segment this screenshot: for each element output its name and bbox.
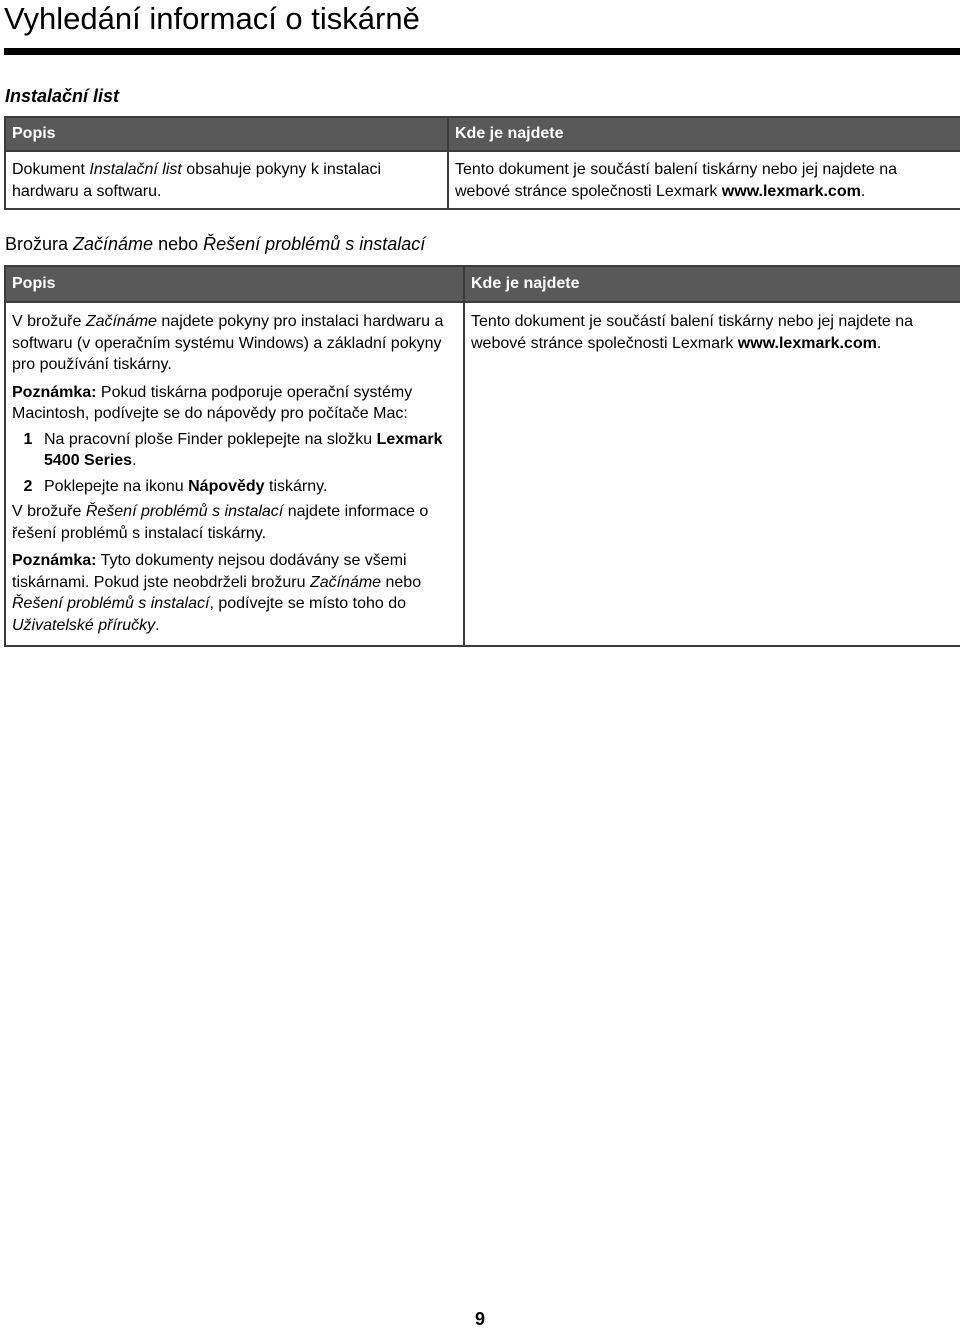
location-text: Tento dokument je součástí balení tiskárny nebo jej najdete na webové stránce společnosti Lexmark www.lexmark.com. [471, 313, 914, 352]
location-cell [464, 302, 960, 646]
note-paragraph: Poznámka: Pokud tiskárna podporuje operační systémy Macintosh, podívejte se do nápovědy pro počítače Mac: [12, 383, 413, 422]
section1-table [4, 116, 960, 210]
section2-table [4, 265, 960, 647]
description-cell [5, 302, 464, 646]
column-header-description: Popis [5, 117, 448, 151]
table-row [5, 151, 960, 209]
steps-list [12, 429, 457, 498]
page-title: Vyhledání informací o tiskárně [4, 1, 420, 36]
table-header-row [5, 266, 960, 302]
location-text: Tento dokument je součástí balení tiskárny nebo jej najdete na webové stránce společnosti Lexmark www.lexmark.com. [455, 161, 898, 200]
description-text: Dokument Instalační list obsahuje pokyny k instalaci hardwaru a softwaru. [12, 161, 382, 200]
description-cell [5, 151, 448, 209]
list-item: 2 Poklepejte na ikonu Nápovědy tiskárny. [23, 477, 328, 495]
title-rule [4, 48, 960, 55]
page-number: 9 [474, 1309, 485, 1329]
note-paragraph: Poznámka: Tyto dokumenty nejsou dodávány se všemi tiskárnami. Pokud jste neobdrželi brožuru Začínáme nebo Řešení problémů s instalací, podívejte se místo toho do Uživatelské příručky. [12, 552, 422, 634]
location-cell [448, 151, 960, 209]
lexmark-link[interactable]: www.lexmark.com [737, 334, 877, 352]
section2-heading: Brožura Začínáme nebo Řešení problémů s instalací [5, 234, 426, 254]
table-row [5, 302, 960, 646]
column-header-location: Kde je najdete [464, 266, 960, 302]
column-header-description: Popis [5, 266, 464, 302]
column-header-location: Kde je najdete [448, 117, 960, 151]
description-paragraph: V brožuře Začínáme najdete pokyny pro instalaci hardwaru a softwaru (v operačním systému Windows) a základní pokyny pro používání tiskárny. [12, 313, 444, 373]
list-item: 1 Na pracovní ploše Finder poklepejte na složku Lexmark 5400 Series. [23, 430, 443, 469]
lexmark-link[interactable]: www.lexmark.com [721, 182, 861, 200]
section1-heading: Instalační list [5, 86, 120, 106]
description-paragraph: V brožuře Řešení problémů s instalací najdete informace o řešení problémů s instalací tiskárny. [12, 503, 429, 542]
table-header-row [5, 117, 960, 151]
